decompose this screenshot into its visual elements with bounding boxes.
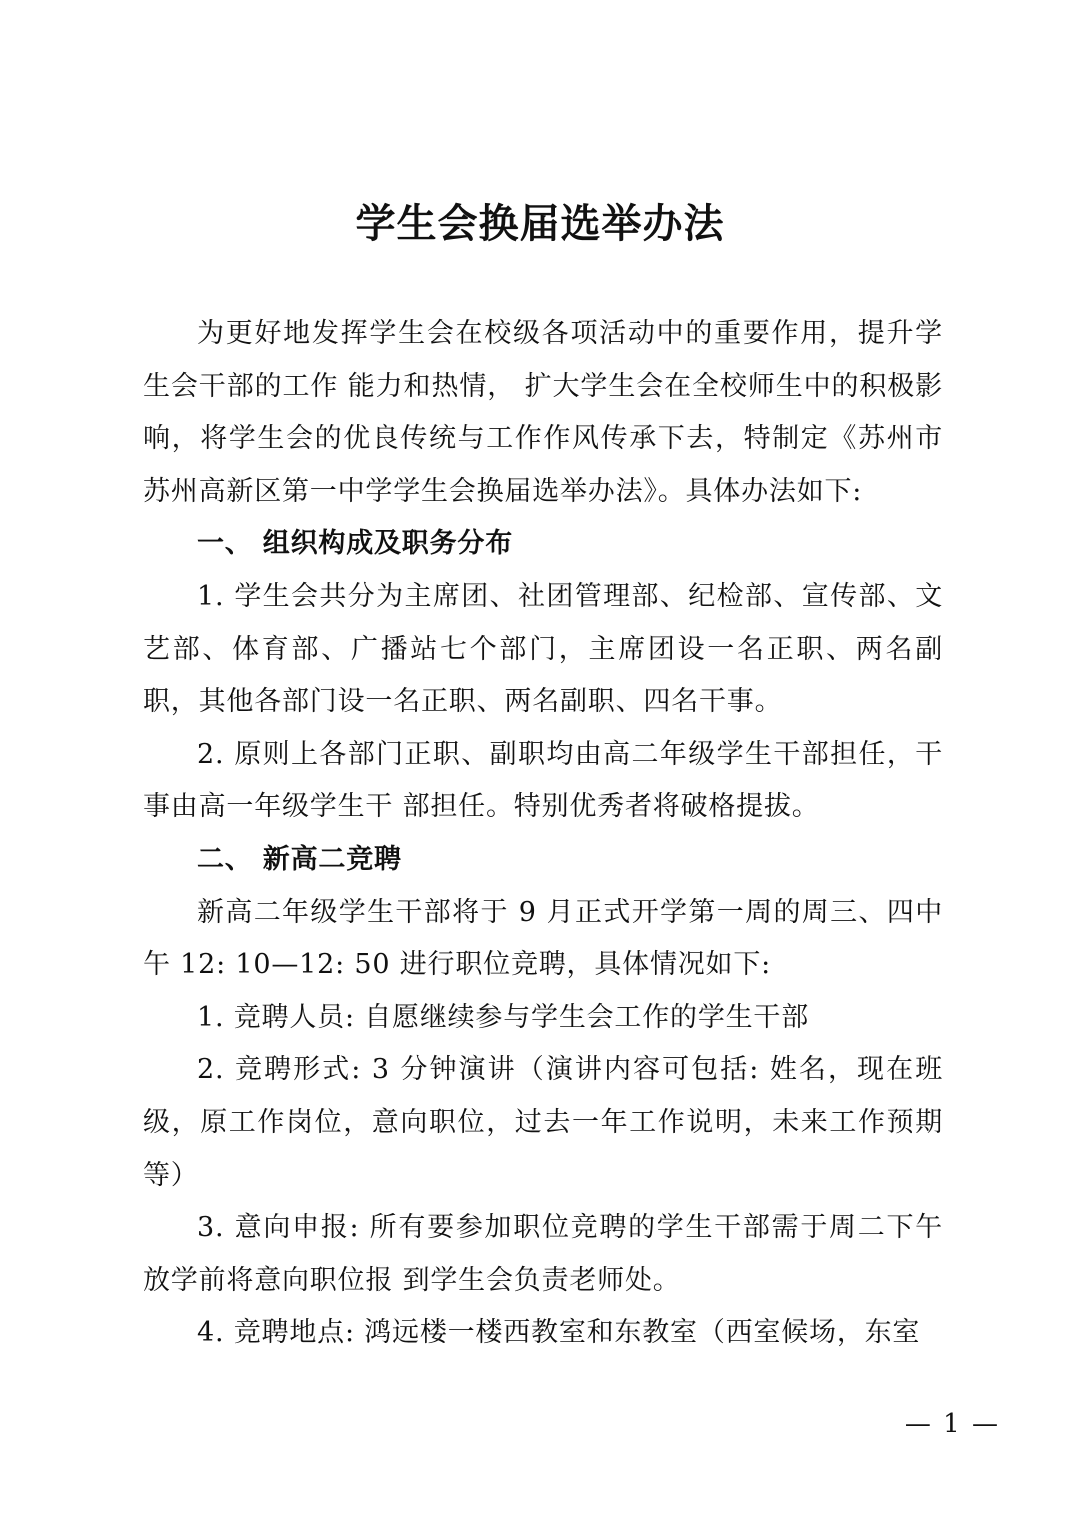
paragraph-positions: 2. 原则上各部门正职、副职均由高二年级学生干部担任，干事由高一年级学生干 部担任。特别优秀者将破格提拔。 (143, 738, 943, 823)
page-number: — 1 — (904, 1409, 1000, 1439)
paragraph-format: 2. 竞聘形式: 3 分钟演讲（演讲内容可包括: 姓名，现在班级，原工作岗位，意向职位，过去一年工作说明，未来工作预期等） (143, 1054, 943, 1191)
document-title: 学生会换届选举办法 (355, 200, 725, 247)
document-body (143, 308, 943, 1360)
paragraph-candidates: 1. 竞聘人员: 自愿继续参与学生会工作的学生干部 (197, 1001, 810, 1033)
intro-paragraph: 为更好地发挥学生会在校级各项活动中的重要作用，提升学生会干部的工作 能力和热情， 扩大学生会在全校师生中的积极影响，将学生会的优良传统与工作作风传承下去，特制定《苏州市苏州高新区第一中学学生会换届选举办法》。具体办法如下: (143, 318, 943, 507)
paragraph-competition-time: 新高二年级学生干部将于 9 月正式开学第一周的周三、四中午 12: 10—12: 50 进行职位竞聘，具体情况如下: (143, 896, 943, 981)
paragraph-application: 3. 意向申报: 所有要参加职位竞聘的学生干部需于周二下午放学前将意向职位报 到学生会负责老师处。 (143, 1212, 943, 1296)
section-heading-organization: 一、 组织构成及职务分布 (197, 528, 513, 560)
paragraph-location: 4. 竞聘地点: 鸿远楼一楼西教室和东教室（西室候场，东室 (197, 1317, 921, 1349)
paragraph-departments: 1. 学生会共分为主席团、社团管理部、纪检部、宣传部、文艺部、体育部、广播站七个部门，主席团设一名正职、两名副职，其他各部门设一名正职、两名副职、四名干事。 (143, 580, 943, 718)
section-heading-competition: 二、 新高二竞聘 (197, 843, 402, 875)
